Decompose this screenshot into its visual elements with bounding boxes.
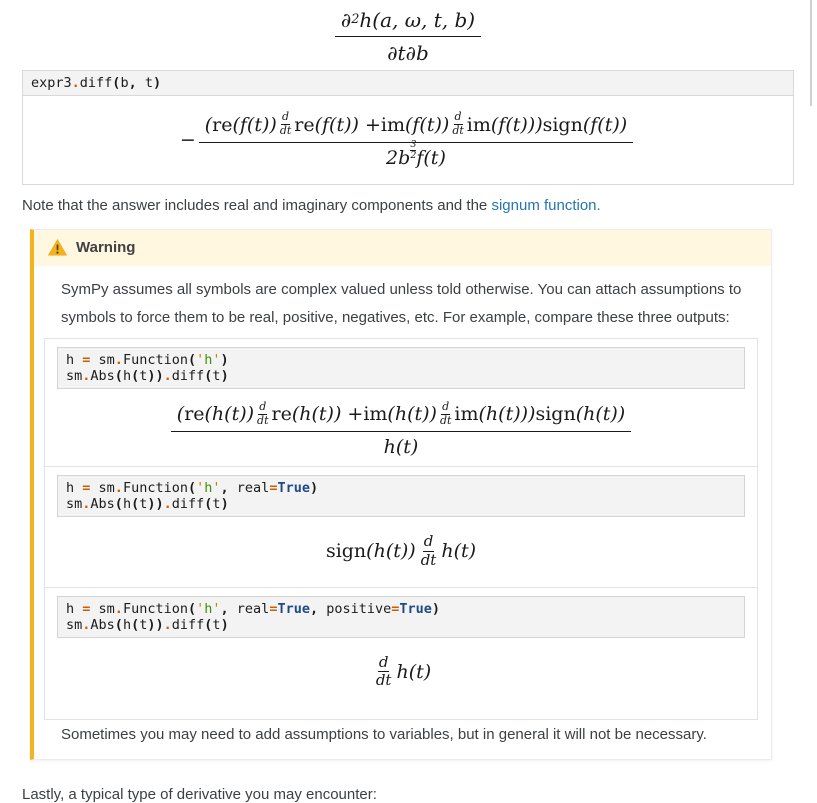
code-token: t	[139, 368, 148, 384]
small-fraction	[452, 111, 463, 137]
math-token: ∂	[340, 7, 352, 32]
code-token: sm	[90, 480, 115, 497]
code-block-function-real-positive	[57, 596, 745, 638]
code-token: .	[114, 352, 123, 368]
code-line	[66, 368, 736, 384]
code-token: =	[82, 480, 91, 497]
frac-num: d	[423, 532, 434, 551]
code-token: Function	[122, 352, 188, 368]
small-fraction	[440, 401, 451, 427]
warning-paragraph: SymPy assumes all symbols are complex valued unless told otherwise. You can attach assumptions to symbols to force them to be real, positive, negatives, etc. For example, compare these three outputs:	[61, 281, 742, 326]
code-token: t	[212, 368, 221, 384]
math-token: (h(t)) +	[291, 403, 364, 426]
math-token: (h(t))	[387, 403, 437, 426]
code-token: .	[82, 368, 91, 384]
code-token: True	[399, 600, 432, 617]
display-math-output-signum	[180, 111, 636, 168]
frac-den: dt	[439, 413, 452, 427]
frac-den: dt	[420, 550, 437, 569]
math-token: h(t)	[396, 660, 432, 683]
code-token: (	[131, 616, 140, 633]
code-token: diff	[171, 616, 205, 633]
math-token: (f(t))	[404, 113, 450, 136]
code-token: expr3	[31, 75, 72, 91]
math-token: im	[363, 403, 388, 426]
code-line	[66, 496, 736, 512]
code-token: sm	[66, 616, 83, 633]
scrollbar-thumb[interactable]	[810, 0, 812, 106]
code-token: )	[220, 352, 229, 368]
code-block-function-complex	[57, 347, 745, 389]
fraction	[171, 401, 631, 458]
code-token: )	[220, 496, 229, 513]
frac-den: dt	[257, 413, 269, 427]
math-token: (f(t))	[582, 113, 628, 136]
lastly-paragraph: Lastly, a typical type of derivative you may encounter:	[22, 786, 377, 803]
code-token: (	[204, 496, 213, 513]
math-token: sign	[535, 403, 576, 426]
code-token: h	[66, 480, 83, 497]
warning-closing-paragraph: Sometimes you may need to add assumptions to variables, but in general it will not be necessary.	[61, 726, 707, 744]
math-token: sign	[542, 113, 583, 136]
math-token: re	[271, 403, 292, 426]
math-token: (f(t))	[232, 113, 277, 136]
cell-output-3	[45, 646, 757, 720]
code-line	[66, 352, 736, 368]
code-token: ,	[220, 480, 229, 497]
warning-body	[34, 266, 771, 759]
warning-cell-2	[44, 466, 758, 588]
frac-num: d	[259, 400, 267, 413]
code-token: (	[187, 480, 197, 497]
code-token: Abs	[90, 616, 115, 633]
code-line	[66, 617, 736, 633]
code-token: )	[220, 616, 229, 633]
note-text: Note that the answer includes real and imaginary components and the	[22, 197, 492, 214]
code-token: '	[212, 600, 221, 617]
signum-function-link[interactable]: signum function.	[491, 197, 601, 214]
math-token: re	[184, 403, 205, 426]
math-token: h(t)	[383, 436, 419, 459]
code-token: .	[163, 496, 172, 513]
code-token: '	[196, 352, 205, 368]
code-token: =	[82, 600, 91, 617]
code-token: .	[82, 616, 91, 633]
code-token: ,	[309, 600, 319, 617]
code-token: h	[122, 616, 132, 633]
code-token: )	[309, 480, 319, 497]
code-line	[66, 480, 736, 496]
code-token: ))	[147, 616, 164, 633]
code-token: h	[66, 600, 83, 617]
frac-den: 2	[410, 150, 417, 162]
math-token: (	[204, 113, 213, 136]
code-token: '	[212, 480, 221, 497]
math-token: h(a, ω, t, b)	[359, 7, 476, 32]
math-token: ∂t∂b	[387, 40, 429, 65]
code-token: ))	[147, 368, 164, 384]
math-token: im	[380, 113, 405, 136]
code-token: (	[112, 75, 121, 91]
math-token: (h(t))	[366, 540, 416, 563]
code-token: h	[122, 496, 132, 513]
math-token: sign	[325, 540, 367, 563]
code-token: (	[204, 616, 213, 633]
code-token: (	[114, 496, 123, 513]
math-token: h(t)	[441, 540, 477, 563]
math-token: re	[212, 113, 233, 136]
code-token: (	[204, 368, 213, 384]
code-token: Function	[122, 600, 188, 617]
code-token: sm	[66, 496, 83, 513]
warning-cell-3	[44, 587, 758, 721]
exponent-fraction	[410, 140, 416, 161]
math-token: (h(t))	[575, 403, 626, 426]
small-fraction	[421, 533, 437, 569]
code-token: Abs	[90, 496, 115, 513]
code-token: True	[277, 600, 310, 617]
math-token: (h(t)))	[478, 403, 536, 426]
code-token: h	[66, 352, 83, 368]
warning-triangle-icon	[48, 239, 67, 256]
note-paragraph	[22, 197, 794, 214]
code-token: Abs	[90, 368, 115, 384]
code-token: sm	[90, 600, 115, 617]
code-token: diff	[79, 75, 113, 91]
code-token: .	[82, 496, 91, 513]
code-line	[66, 601, 736, 617]
code-token: True	[277, 480, 310, 497]
code-token: h	[204, 600, 213, 617]
fraction	[199, 111, 633, 168]
small-fraction	[376, 654, 392, 690]
code-token: h	[122, 368, 132, 384]
frac-num: d	[454, 110, 462, 124]
code-token: ,	[128, 75, 137, 91]
code-token: (	[131, 496, 140, 513]
code-token: t	[139, 496, 148, 513]
code-token: (	[114, 368, 123, 384]
code-token: =	[269, 480, 278, 497]
frac-den: dt	[452, 124, 464, 137]
display-math-abs-diff-complex	[168, 401, 634, 458]
frac-num: d	[378, 652, 389, 671]
code-block-expr3-diff	[23, 71, 793, 96]
code-block-function-real	[57, 475, 745, 517]
math-token: −	[179, 129, 196, 151]
display-math-partial-derivative	[22, 0, 794, 65]
code-token: real	[228, 480, 270, 497]
code-token: sm	[66, 368, 83, 384]
code-token: .	[71, 75, 80, 91]
warning-title: Warning	[76, 239, 136, 256]
code-token: =	[269, 600, 278, 617]
code-token: Function	[122, 480, 188, 497]
math-token: re	[294, 113, 315, 136]
code-token: )	[431, 600, 441, 617]
display-math-sign-derivative	[326, 533, 476, 569]
display-math-simple-derivative	[371, 654, 431, 690]
code-line	[31, 75, 785, 91]
code-token: .	[163, 616, 172, 633]
code-token: (	[114, 616, 123, 633]
code-token: '	[196, 480, 205, 497]
math-token: 2b	[386, 146, 411, 169]
frac-den: dt	[375, 671, 392, 690]
page-content	[22, 0, 794, 803]
code-token: =	[82, 352, 91, 368]
code-token: =	[391, 600, 400, 617]
code-token: )	[152, 75, 162, 91]
code-token: t	[212, 616, 221, 633]
code-token: .	[163, 368, 172, 384]
frac-num: d	[282, 110, 290, 124]
math-token: (	[176, 403, 185, 426]
math-token: (h(t))	[204, 403, 255, 426]
code-token: h	[204, 480, 213, 497]
notebook-cell-main	[22, 70, 794, 185]
code-token: h	[204, 352, 213, 368]
warning-header	[34, 230, 771, 266]
math-token: f(t)	[416, 146, 446, 169]
frac-den: dt	[279, 124, 292, 137]
code-token: (	[131, 368, 140, 384]
math-token: im	[454, 403, 479, 426]
code-token: t	[139, 616, 148, 633]
math-token: (f(t)))	[490, 113, 543, 136]
cell-output-1	[45, 397, 757, 466]
code-token: ))	[147, 496, 164, 513]
code-token: t	[136, 75, 153, 91]
code-token: (	[187, 352, 197, 368]
math-token: (f(t)) +	[314, 113, 381, 136]
small-fraction	[280, 111, 291, 137]
warning-admonition	[30, 229, 772, 760]
code-token: ,	[220, 600, 229, 617]
math-token: im	[466, 113, 491, 136]
code-token: )	[220, 368, 229, 384]
small-fraction	[257, 401, 268, 427]
code-token: diff	[171, 368, 205, 384]
code-token: real	[228, 600, 270, 617]
code-token: '	[196, 600, 205, 617]
code-token: (	[187, 600, 197, 617]
cell-output-2	[45, 525, 757, 587]
code-token: positive	[318, 600, 392, 617]
frac-num: 3	[410, 139, 417, 151]
code-token: sm	[90, 352, 115, 368]
code-token: diff	[171, 496, 205, 513]
code-token: .	[114, 480, 123, 497]
code-token: t	[212, 496, 221, 513]
code-token: .	[114, 600, 123, 617]
code-token: '	[212, 352, 221, 368]
code-token: b	[120, 75, 129, 91]
frac-num: d	[442, 400, 450, 413]
fraction: ∂ 2 h(a, ω, t, b) ∂t∂b	[335, 8, 481, 65]
cell-output-main	[23, 96, 793, 184]
warning-cell-1	[44, 338, 758, 467]
